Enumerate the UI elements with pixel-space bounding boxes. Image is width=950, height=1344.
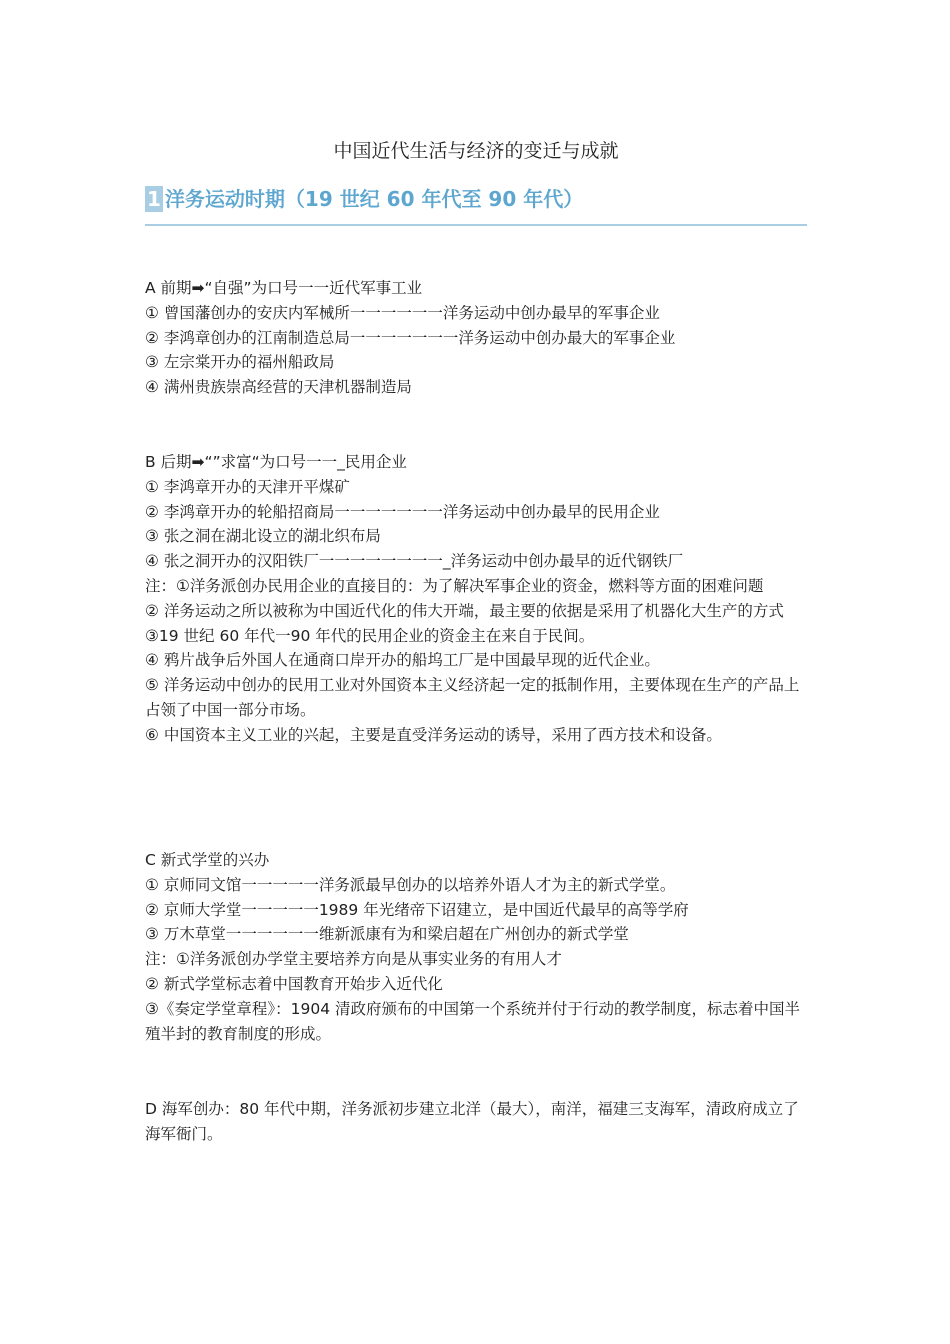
note-item: 注：①洋务派创办民用企业的直接目的：为了解决军事企业的资金，燃料等方面的困难问题 — [145, 576, 764, 595]
list-item: ② 京师大学堂一一一一一1989 年光绪帝下诏建立，是中国近代最早的高等学府 — [145, 900, 689, 919]
list-item: ④ 张之洞开办的汉阳铁厂一一一一一一一一_洋务运动中创办最早的近代钢铁厂 — [145, 552, 684, 571]
list-item: ③ 左宗棠开办的福州船政局 — [145, 353, 335, 372]
block-c-heading: C 新式学堂的兴办 — [145, 851, 270, 869]
list-item: ① 曾国藩创办的安庆内军械所一一一一一一洋务运动中创办最早的军事企业 — [145, 303, 660, 322]
list-item: ③ 万木草堂一一一一一一维新派康有为和梁启超在广州创办的新式学堂 — [145, 925, 629, 944]
note-item: ⑤ 洋务运动中创办的民用工业对外国资本主义经济起一定的抵制作用，主要体现在生产的产品上占领了中国一部分市场。 — [145, 676, 800, 719]
list-item: ① 京师同文馆一一一一一洋务派最早创办的以培养外语人才为主的新式学堂。 — [145, 875, 676, 894]
block-d-navy — [145, 1097, 807, 1147]
document-title: 中国近代生活与经济的变迁与成就 — [333, 140, 619, 162]
section-heading — [145, 186, 807, 226]
note-item: ② 洋务运动之所以被称为中国近代化的伟大开端，最主要的依据是采用了机器化大生产的方式 — [145, 601, 784, 620]
block-a-heading: A 前期➡“自强”为口号一一近代军事工业 — [145, 279, 423, 297]
note-item: ③《奏定学堂章程》：1904 清政府颁布的中国第一个系统并付于行动的教学制度，标志着中国半殖半封的教育制度的形成。 — [145, 999, 801, 1043]
block-d-paragraph: D 海军创办：80 年代中期，洋务派初步建立北洋（最大），南洋，福建三支海军，清政府成立了海军衙门。 — [145, 1100, 799, 1143]
list-item: ② 李鸿章创办的江南制造总局一一一一一一一洋务运动中创办最大的军事企业 — [145, 328, 676, 347]
block-c-new-schools — [145, 848, 807, 1046]
note-item: 注：①洋务派创办学堂主要培养方向是从事实业务的有用人才 — [145, 950, 562, 969]
note-item: ③19 世纪 60 年代一90 年代的民用企业的资金主在来自于民间。 — [145, 626, 595, 645]
list-item: ④ 满州贵族崇高经营的天津机器制造局 — [145, 378, 412, 397]
block-a-early-period — [145, 276, 807, 400]
section-number-badge: 1 — [147, 187, 161, 211]
note-item: ④ 鸦片战争后外国人在通商口岸开办的船坞工厂是中国最早现的近代企业。 — [145, 651, 660, 670]
list-item: ③ 张之洞在湖北设立的湖北织布局 — [145, 527, 381, 546]
block-b-late-period — [145, 450, 807, 748]
list-item: ② 李鸿章开办的轮船招商局一一一一一一一洋务运动中创办最早的民用企业 — [145, 502, 660, 521]
list-item: ① 李鸿章开办的天津开平煤矿 — [145, 477, 350, 496]
section-title: 洋务运动时期（19 世纪 60 年代至 90 年代） — [164, 187, 584, 211]
block-b-heading: B 后期➡“”求富“为口号一一_民用企业 — [145, 453, 407, 471]
note-item: ② 新式学堂标志着中国教育开始步入近代化 — [145, 974, 443, 993]
note-item: ⑥ 中国资本主义工业的兴起，主要是直受洋务运动的诱导，采用了西方技术和设备。 — [145, 725, 722, 744]
